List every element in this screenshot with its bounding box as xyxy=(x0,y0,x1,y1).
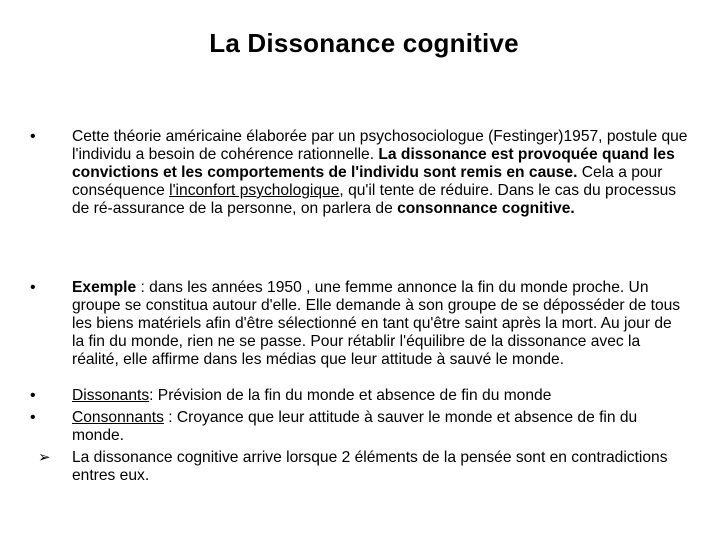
consonnants-text: : Croyance que leur attitude à sauver le monde et absence de fin du monde. xyxy=(72,409,638,444)
bullet-conclusion: La dissonance cognitive arrive lorsque 2 éléments de la pensée sont en contradictions entres eux. xyxy=(72,449,668,484)
bullet-exemple xyxy=(72,279,688,369)
bullet-festinger-bold: La dissonance est provoquée quand les convictions et les comportements de l'individu sont remis en cause. xyxy=(72,146,675,181)
bullet-dot-icon: • xyxy=(30,387,36,404)
slide-title: La Dissonance cognitive xyxy=(209,28,519,58)
exemple-label: Exemple xyxy=(72,279,137,296)
bullet-dot-icon: • xyxy=(30,128,36,145)
bullet-festinger-mid: Cela a pour conséquence xyxy=(72,164,663,199)
dissonants-link[interactable]: Dissonants xyxy=(72,387,150,404)
bullet-dot-icon: • xyxy=(30,279,36,296)
bullet-consonnants xyxy=(72,409,688,445)
bullet-dissonants xyxy=(72,387,688,405)
arrow-bullet-icon: ➢ xyxy=(38,449,51,466)
bullet-festinger-lead: Cette théorie américaine élaborée par un psychosociologue (Festinger)1957, postule que l'individu a besoin de cohérence rationnelle. xyxy=(72,128,688,163)
consonnance-bold: consonnance cognitive. xyxy=(397,200,575,217)
bullet-festinger xyxy=(72,128,688,218)
consonnants-link[interactable]: Consonnants xyxy=(72,409,164,426)
bullet-festinger-tail: , qu'il tente de réduire. Dans le cas du processus de ré-assurance de la personne, on parlera de xyxy=(72,182,677,217)
inconfort-link[interactable]: l'inconfort psychologique xyxy=(169,182,340,199)
bullet-dot-icon: • xyxy=(30,409,36,426)
exemple-text: : dans les années 1950 , une femme annonce la fin du monde proche. Un groupe se constitua autour d'elle. Elle demande à son groupe de se déposséder de tous les biens matériels afin d'être sélectionné en tant qu'être saint après la mort. Au jour de la fin du monde, rien ne se passe. Pour rétablir l'équilibre de la dissonance avec la réalité, elle affirme dans les médias que leur attitude à sauvé le monde. xyxy=(72,279,681,368)
dissonants-text: : Prévision de la fin du monde et absence de fin du monde xyxy=(149,387,552,404)
